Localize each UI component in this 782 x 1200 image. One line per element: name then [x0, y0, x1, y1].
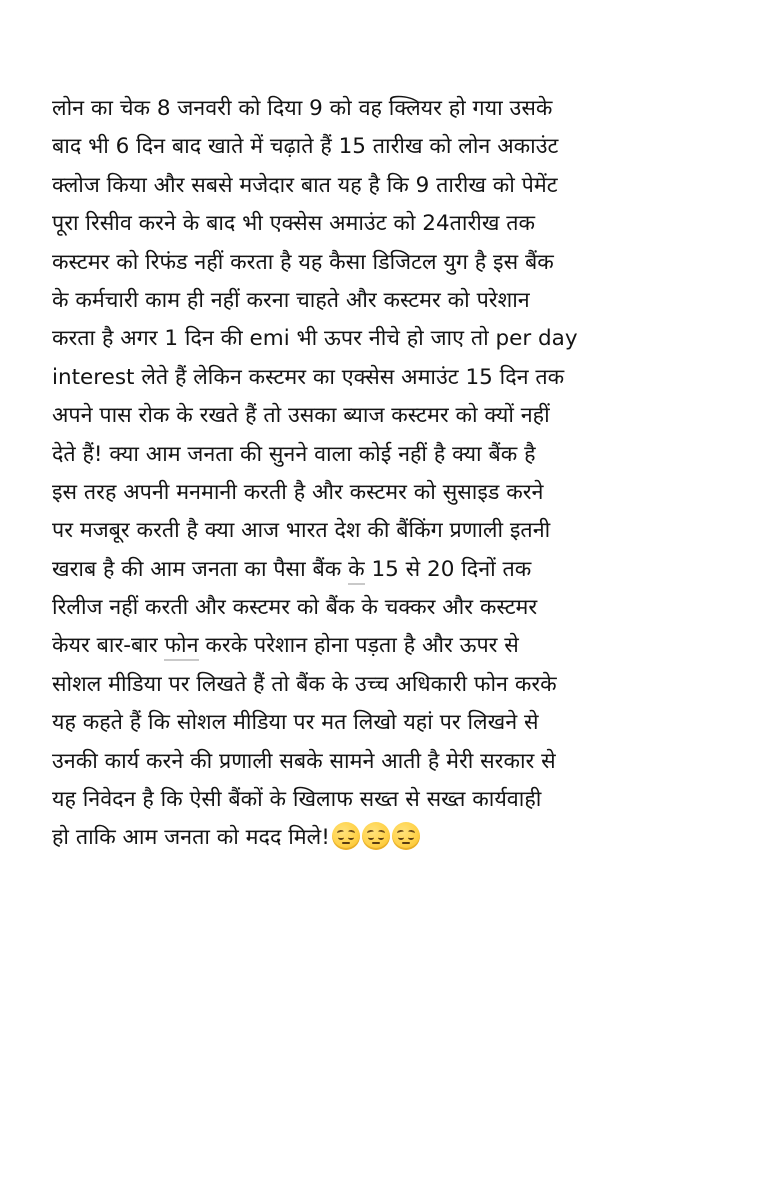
complaint-text [52, 90, 732, 858]
text-line: क्लोज किया और सबसे मजेदार बात यह है कि 9 तारीख को पेमेंट [52, 172, 558, 198]
text-line: करता है अगर 1 दिन की emi भी ऊपर नीचे हो जाए तो per day [52, 326, 578, 352]
text-line: सोशल मीडिया पर लिखते हैं तो बैंक के उच्च अधिकारी फोन करके [52, 671, 557, 697]
text-segment: 15 से 20 दिनों तक [364, 556, 532, 582]
text-line: रिलीज नहीं करती और कस्टमर को बैंक के चक्कर और कस्टमर [52, 595, 538, 621]
text-segment: हो ताकि आम जनता को मदद मिले! [52, 825, 330, 851]
spellcheck-underlined-word[interactable]: के [348, 557, 365, 585]
text-segment: करके परेशान होना पड़ता है और ऊपर से [198, 633, 519, 659]
text-line: के कर्मचारी काम ही नहीं करना चाहते और कस्टमर को परेशान [52, 287, 530, 313]
text-line: देते हैं! क्या आम जनता की सुनने वाला कोई नहीं है क्या बैंक है [52, 441, 536, 467]
text-line: इस तरह अपनी मनमानी करती है और कस्टमर को सुसाइड करने [52, 479, 544, 505]
pensive-face-icon [362, 822, 390, 850]
text-line [52, 551, 732, 589]
text-line: पर मजबूर करती है क्या आज भारत देश की बैंकिंग प्रणाली इतनी [52, 518, 551, 544]
text-line: अपने पास रोक के रखते हैं तो उसका ब्याज कस्टमर को क्यों नहीं [52, 403, 550, 429]
text-line: यह निवेदन है कि ऐसी बैंकों के खिलाफ सख्त से सख्त कार्यवाही [52, 787, 542, 813]
text-line: कस्टमर को रिफंड नहीं करता है यह कैसा डिजिटल युग है इस बैंक [52, 249, 554, 275]
text-line [52, 627, 732, 665]
text-segment: केयर बार-बार [52, 633, 165, 659]
text-segment: खराब है की आम जनता का पैसा बैंक [52, 556, 349, 582]
text-line: यह कहते हैं कि सोशल मीडिया पर मत लिखो यहां पर लिखने से [52, 710, 539, 736]
text-line: लोन का चेक 8 जनवरी को दिया 9 को वह क्लियर हो गया उसके [52, 96, 553, 121]
text-line: बाद भी 6 दिन बाद खाते में चढ़ाते हैं 15 तारीख को लोन अकाउंट [52, 134, 559, 160]
pensive-face-icon [332, 822, 360, 850]
text-line: उनकी कार्य करने की प्रणाली सबके सामने आती है मेरी सरकार से [52, 748, 556, 774]
text-line: पूरा रिसीव करने के बाद भी एक्सेस अमाउंट को 24तारीख तक [52, 211, 536, 237]
text-line: interest लेते हैं लेकिन कस्टमर का एक्सेस अमाउंट 15 दिन तक [52, 364, 565, 390]
text-line-last [52, 819, 732, 857]
pensive-face-icon [392, 822, 420, 850]
spellcheck-underlined-word[interactable]: फोन [164, 633, 198, 661]
